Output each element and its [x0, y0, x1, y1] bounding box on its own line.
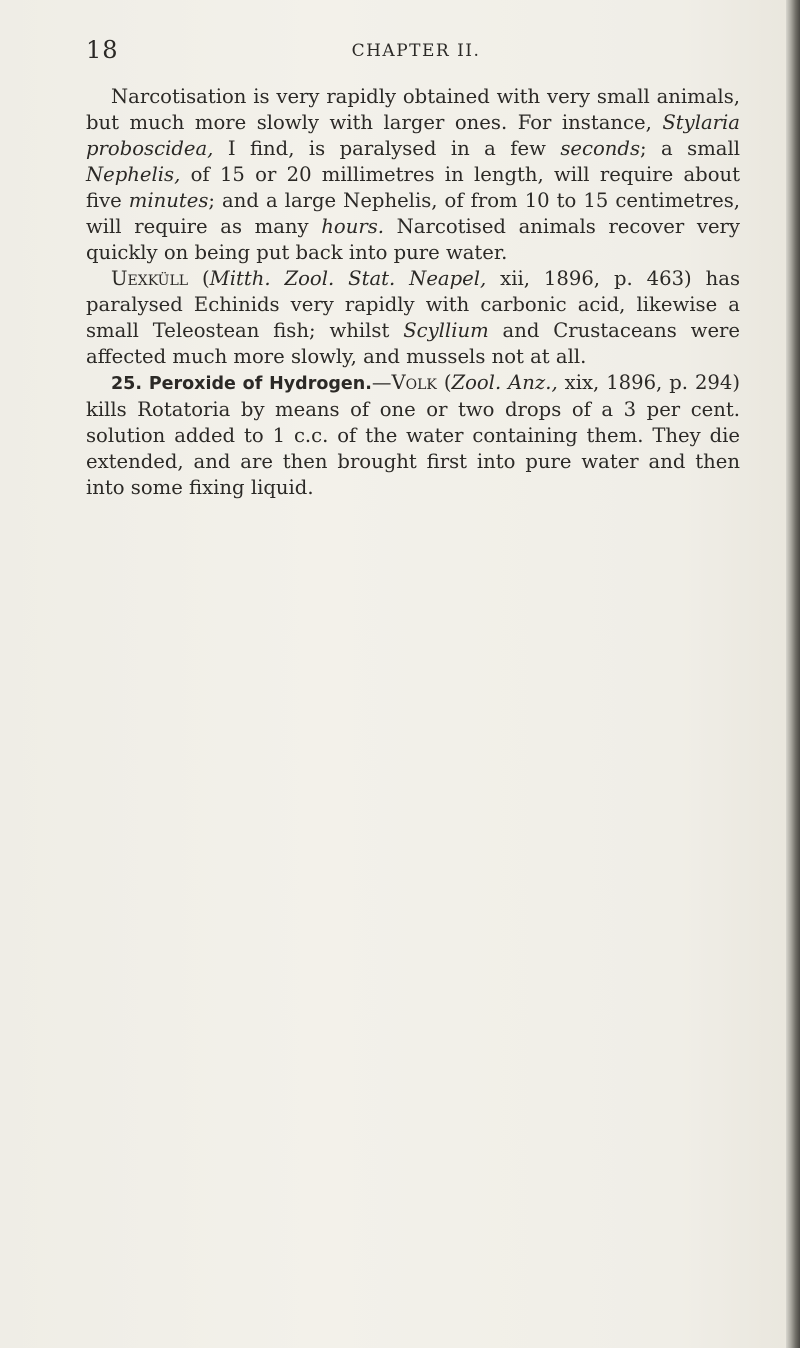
- species-name: Stylaria proboscidea,: [86, 111, 740, 160]
- body-text: [86, 84, 740, 501]
- journal-citation: Mitth. Zool. Stat. Neapel,: [209, 267, 487, 290]
- text-run: I find, is paralysed in a few: [213, 137, 561, 160]
- text-run: Narcotised animals recover very quickly on being put back into pure water.: [86, 215, 740, 264]
- text-run: of 15 or 20 millimetres in length, will require about five: [86, 163, 740, 212]
- author-name: Volk: [391, 371, 437, 394]
- emphasis: hours.: [321, 215, 384, 238]
- paragraph-uexkull: [86, 266, 740, 370]
- text-run: (: [436, 371, 452, 394]
- paragraph-narcotisation: [86, 84, 740, 266]
- text-run: (: [188, 267, 210, 290]
- text-run: xix, 1896, p. 294) kills Rotatoria by means of one or two drops of a 3 per cent. solution added to 1 c.c. of the water containing them. They die extended, and are then brought first into pure water and then into some fixing liquid.: [86, 371, 741, 499]
- species-name: Scyllium: [403, 319, 489, 342]
- species-name: Nephelis,: [86, 163, 181, 186]
- text-run: ; and a large Nephelis, of from 10 to 15 centimetres, will require as many: [86, 189, 740, 238]
- emphasis: seconds: [560, 137, 640, 160]
- journal-citation: Zool. Anz.,: [451, 371, 558, 394]
- section-heading: 25. Peroxide of Hydrogen.: [111, 374, 372, 394]
- section-25-peroxide: [86, 370, 740, 501]
- text-run: —: [371, 371, 392, 394]
- text-run: Narcotisation is very rapidly obtained with very small animals, but much more slowly with larger ones. For instance,: [86, 85, 740, 134]
- emphasis: minutes: [128, 189, 209, 212]
- author-name: Uexküll: [111, 267, 189, 290]
- text-run: and Crustaceans were affected much more slowly, and mussels not at all.: [86, 319, 740, 368]
- running-head: CHAPTER II.: [351, 41, 481, 61]
- page-edge-shadow: [786, 0, 800, 1348]
- page-number: 18: [86, 36, 119, 64]
- text-run: xii, 1896, p. 463) has paralysed Echinids very rapidly with carbonic acid, likewise a small Teleostean fish; whilst: [86, 267, 741, 342]
- page-header: [86, 36, 746, 66]
- text-run: ; a small: [640, 137, 740, 160]
